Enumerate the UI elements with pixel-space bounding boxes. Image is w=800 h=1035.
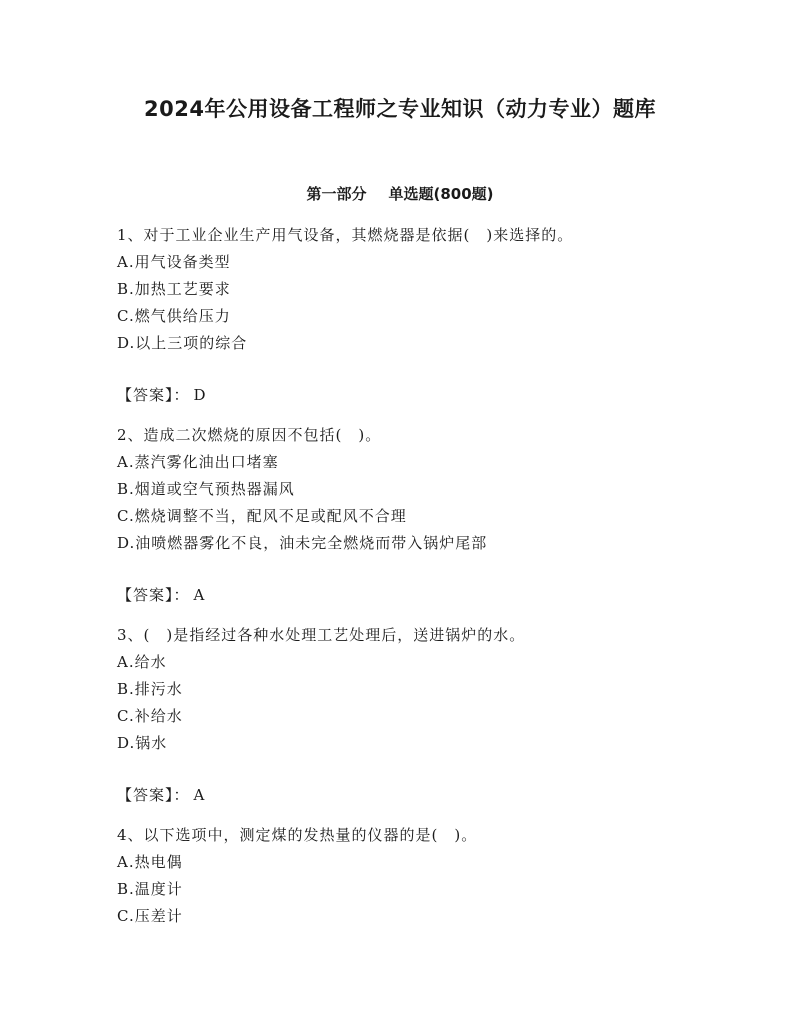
section-part: 第一部分	[306, 185, 367, 203]
question-1	[117, 222, 737, 409]
question-stem: 1、对于工业企业生产用气设备，其燃烧器是依据( )来选择的。	[117, 226, 574, 244]
option-d: D.以上三项的综合	[117, 334, 248, 352]
option-c: C.补给水	[117, 707, 183, 725]
document-title: 2024年公用设备工程师之专业知识（动力专业）题库	[144, 97, 656, 121]
option-b: B.烟道或空气预热器漏风	[117, 480, 295, 498]
section-heading	[0, 182, 800, 206]
question-stem: 2、造成二次燃烧的原因不包括( )。	[117, 426, 382, 444]
answer-line	[117, 782, 737, 809]
answer-label: 【答案】：	[117, 386, 190, 404]
answer-value: A	[193, 786, 206, 804]
option-c: C.燃烧调整不当，配风不足或配风不合理	[117, 507, 407, 525]
answer-line	[117, 382, 737, 409]
option-d: D.油喷燃器雾化不良，油未完全燃烧而带入锅炉尾部	[117, 534, 488, 552]
question-3	[117, 622, 737, 809]
answer-value: D	[193, 386, 207, 404]
option-c: C.燃气供给压力	[117, 307, 231, 325]
section-name: 单选题(800题)	[388, 185, 494, 203]
question-list	[117, 222, 737, 930]
answer-label: 【答案】：	[117, 786, 190, 804]
option-c: C.压差计	[117, 907, 183, 925]
option-b: B.排污水	[117, 680, 183, 698]
question-4	[117, 822, 737, 930]
option-a: A.热电偶	[117, 853, 183, 871]
option-a: A.给水	[117, 653, 167, 671]
option-d: D.锅水	[117, 734, 168, 752]
answer-label: 【答案】：	[117, 586, 190, 604]
question-stem: 4、以下选项中，测定煤的发热量的仪器的是( )。	[117, 826, 478, 844]
question-2	[117, 422, 737, 609]
option-b: B.温度计	[117, 880, 183, 898]
answer-value: A	[193, 586, 206, 604]
option-b: B.加热工艺要求	[117, 280, 231, 298]
answer-line	[117, 582, 737, 609]
option-a: A.蒸汽雾化油出口堵塞	[117, 453, 279, 471]
option-a: A.用气设备类型	[117, 253, 231, 271]
question-stem: 3、( )是指经过各种水处理工艺处理后，送进锅炉的水。	[117, 626, 526, 644]
